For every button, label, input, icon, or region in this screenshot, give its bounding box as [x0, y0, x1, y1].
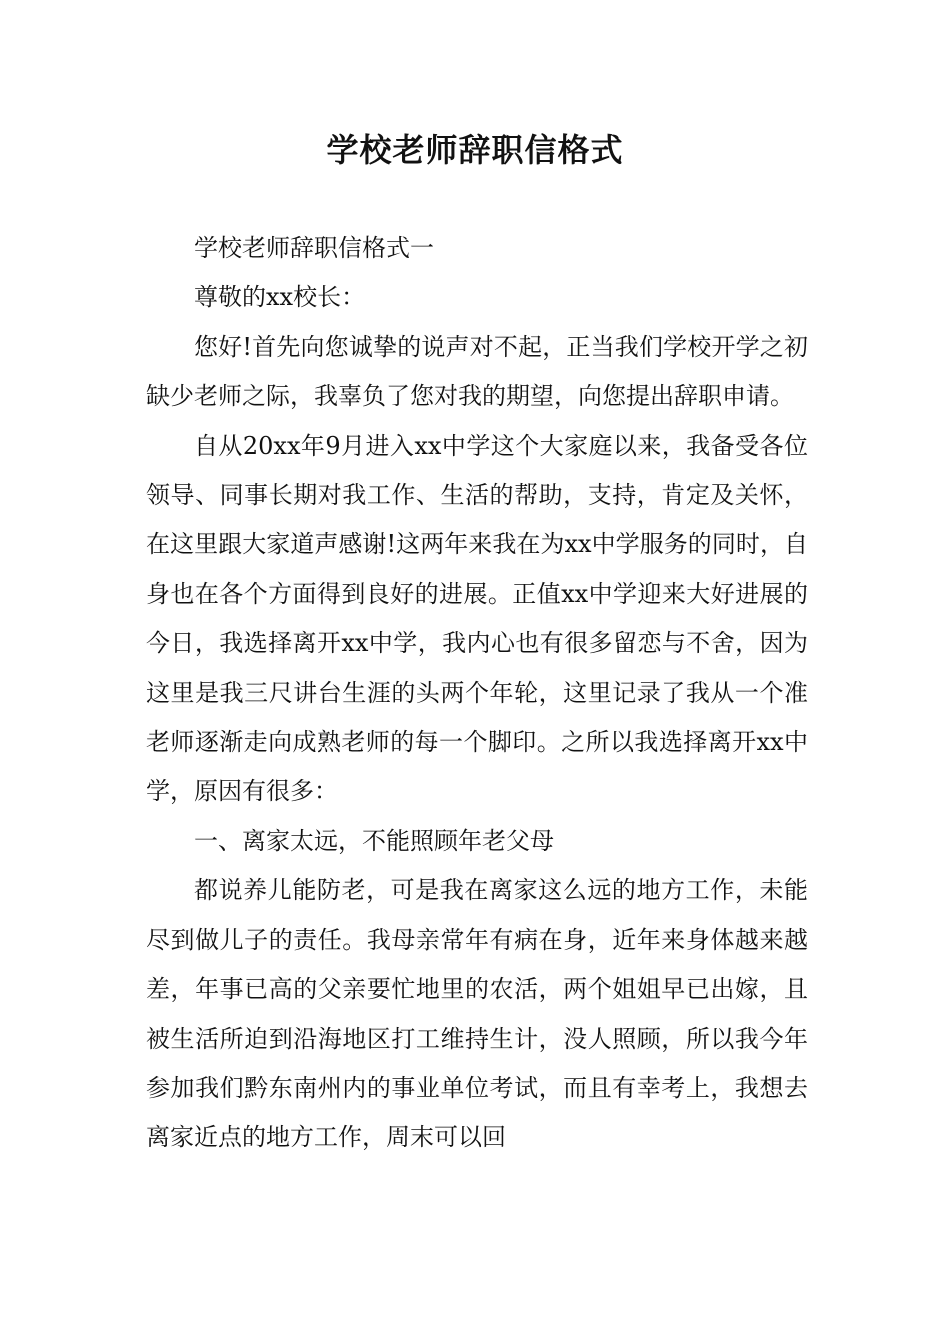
document-title: 学校老师辞职信格式	[326, 131, 624, 169]
document-body	[146, 224, 808, 1163]
body-paragraph: 自从20xx年9月进入xx中学这个大家庭以来，我备受各位领导、同事长期对我工作、生活的帮助，支持，肯定及关怀，在这里跟大家道声感谢!这两年来我在为xx中学服务的同时，自身也在各个方面得到良好的进展。正值xx中学迎来大好进展的今日，我选择离开xx中学，我内心也有很多留恋与不舍，因为这里是我三尺讲台生涯的头两个年轮，这里记录了我从一个准老师逐渐走向成熟老师的每一个脚印。之所以我选择离开xx中学，原因有很多：	[146, 431, 808, 806]
body-paragraph: 都说养儿能防老，可是我在离家这么远的地方工作，未能尽到做儿子的责任。我母亲常年有病在身，近年来身体越来越差，年事已高的父亲要忙地里的农活，两个姐姐早已出嫁，且被生活所迫到沿海地区打工维持生计，没人照顾，所以我今年参加我们黔东南州内的事业单位考试，而且有幸考上，我想去离家近点的地方工作，周末可以回	[146, 876, 808, 1152]
section-heading: 学校老师辞职信格式一	[194, 234, 434, 262]
body-paragraph: 您好!首先向您诚挚的说声对不起，正当我们学校开学之初缺少老师之际，我辜负了您对我的期望，向您提出辞职申请。	[146, 332, 808, 411]
salutation: 尊敬的xx校长：	[194, 283, 366, 312]
reason-heading: 一、离家太远，不能照顾年老父母	[194, 826, 554, 855]
